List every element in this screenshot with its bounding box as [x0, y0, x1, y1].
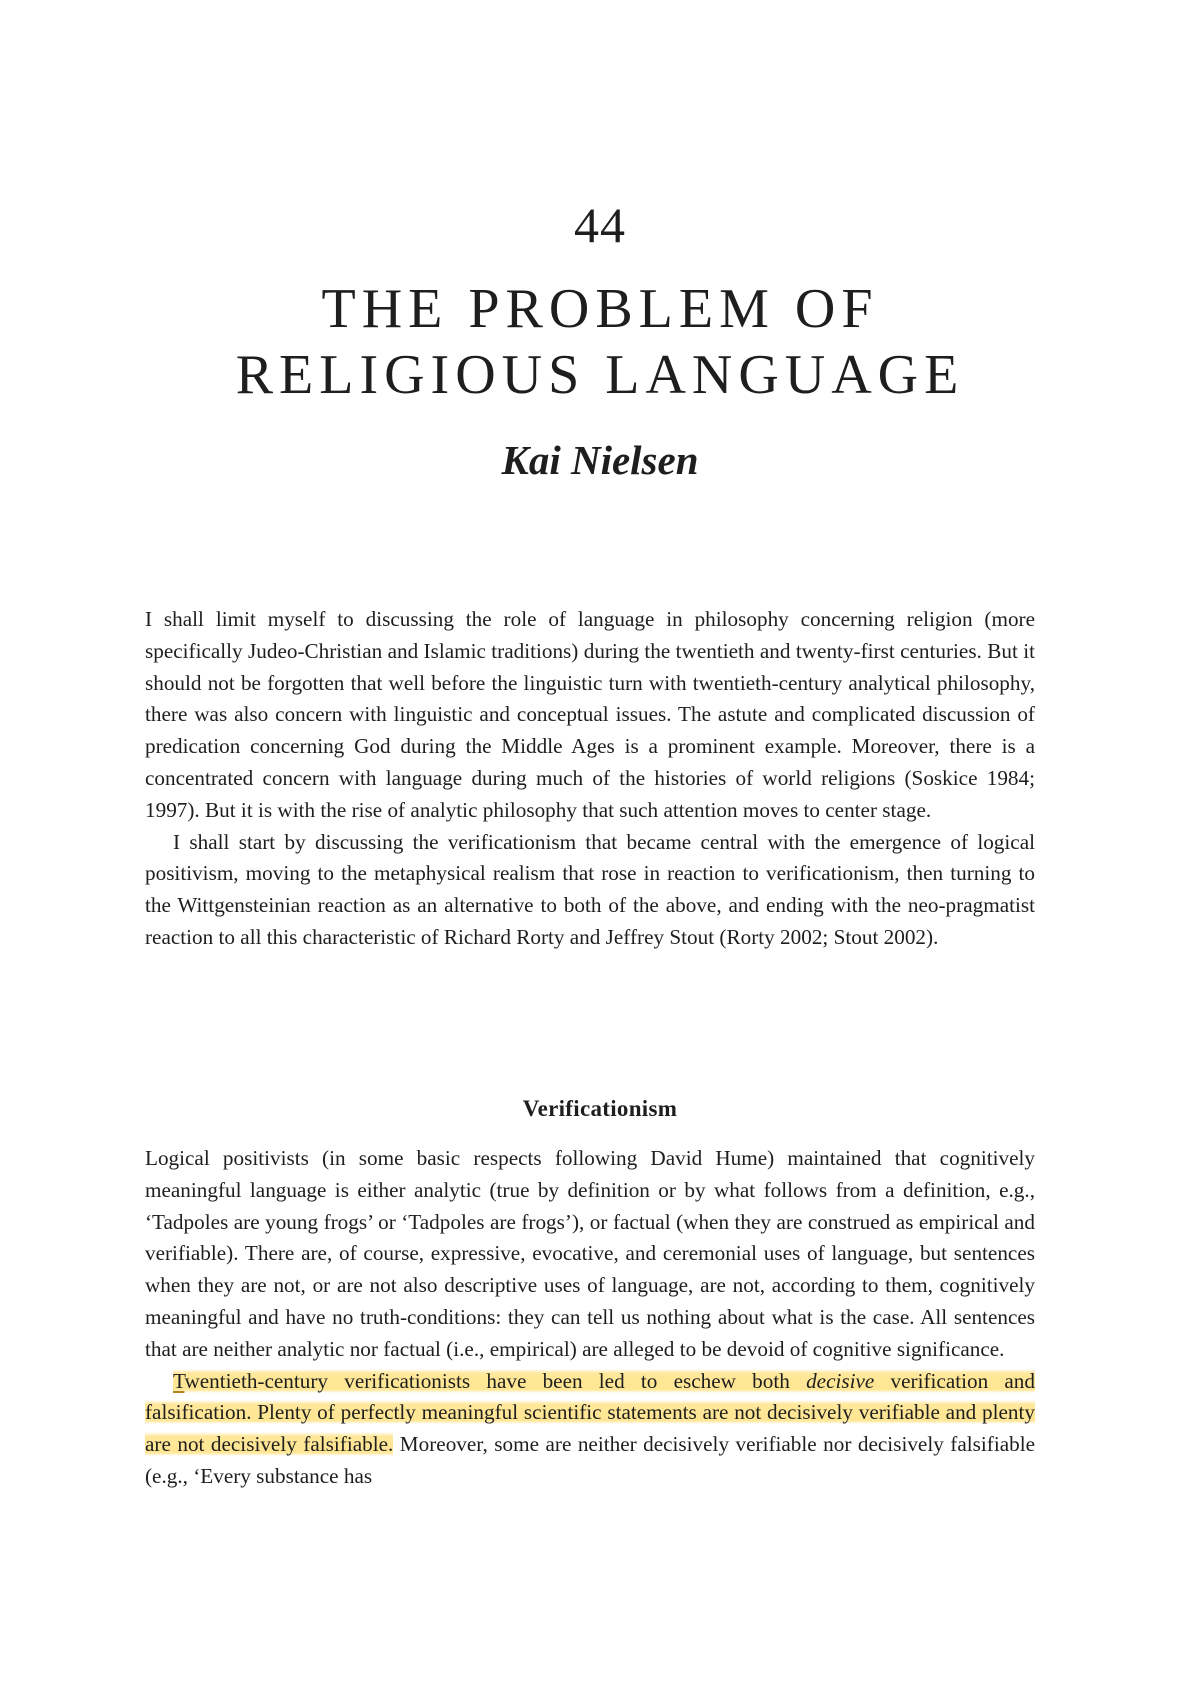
chapter-title-line-2: RELIGIOUS LANGUAGE	[235, 344, 965, 406]
section-paragraph-1: Logical positivists (in some basic respects following David Hume) maintained that cognitively meaningful language is either analytic (true by definition or by what follows from a definition, e.g., ‘Tadpoles are young frogs’ or ‘Tadpoles are frogs’), or factual (when they are construed as empirical and verifiable). There are, of course, expressive, evocative, and ceremonial uses of language, but sentences when they are not, or are not also descriptive uses of language, are not, according to them, cognitively meaningful and have no truth-conditions: they can tell us nothing about what is the case. All sentences that are neither analytic nor factual (i.e., empirical) are alleged to be devoid of cognitive significance.	[145, 1146, 1035, 1361]
section-paragraph-2	[145, 1366, 1035, 1493]
paragraph-continuation: Moreover, some are neither decisively verifiable nor decisively falsifiable (e.g., ‘Every substance has	[145, 1432, 1036, 1488]
verificationism-section	[145, 1143, 1035, 1493]
underline-annotation: T	[173, 1368, 185, 1393]
author-name: Kai Nielsen	[501, 437, 699, 483]
intro-section	[145, 604, 1035, 954]
chapter-title-line-1: THE PROBLEM OF	[321, 278, 879, 340]
chapter-number: 44	[574, 197, 626, 253]
chapter-title	[0, 276, 1200, 408]
highlight-text-a: wentieth-century verificationists have been led to eschew both	[184, 1368, 807, 1393]
intro-paragraph-2: I shall start by discussing the verificationism that became central with the emergence of logical positivism, moving to the metaphysical realism that rose in reaction to verificationism, then turning to the Wittgensteinian reaction as an alternative to both of the above, and ending with the neo-pragmatist reaction to all this characteristic of Richard Rorty and Jeffrey Stout (Rorty 2002; Stout 2002).	[145, 829, 1035, 949]
highlight-text-b: verification and falsification. Plenty of perfectly meaningful scientific statements are not decisively verifiable and plenty are not decisively falsifiable.	[145, 1368, 1035, 1457]
intro-paragraph-1: I shall limit myself to discussing the role of language in philosophy concerning religion (more specifically Judeo-Christian and Islamic traditions) during the twentieth and twenty-first centuries. But it should not be forgotten that well before the linguistic turn with twentieth-century analytical philosophy, there was also concern with linguistic and conceptual issues. The astute and complicated discussion of predication concerning God during the Middle Ages is a prominent example. Moreover, there is a concentrated concern with language during much of the histories of world religions (Soskice 1984; 1997). But it is with the rise of analytic philosophy that such attention moves to center stage.	[145, 607, 1035, 822]
section-heading: Verificationism	[522, 1096, 678, 1121]
emphasis-decisive: decisive	[806, 1368, 875, 1393]
